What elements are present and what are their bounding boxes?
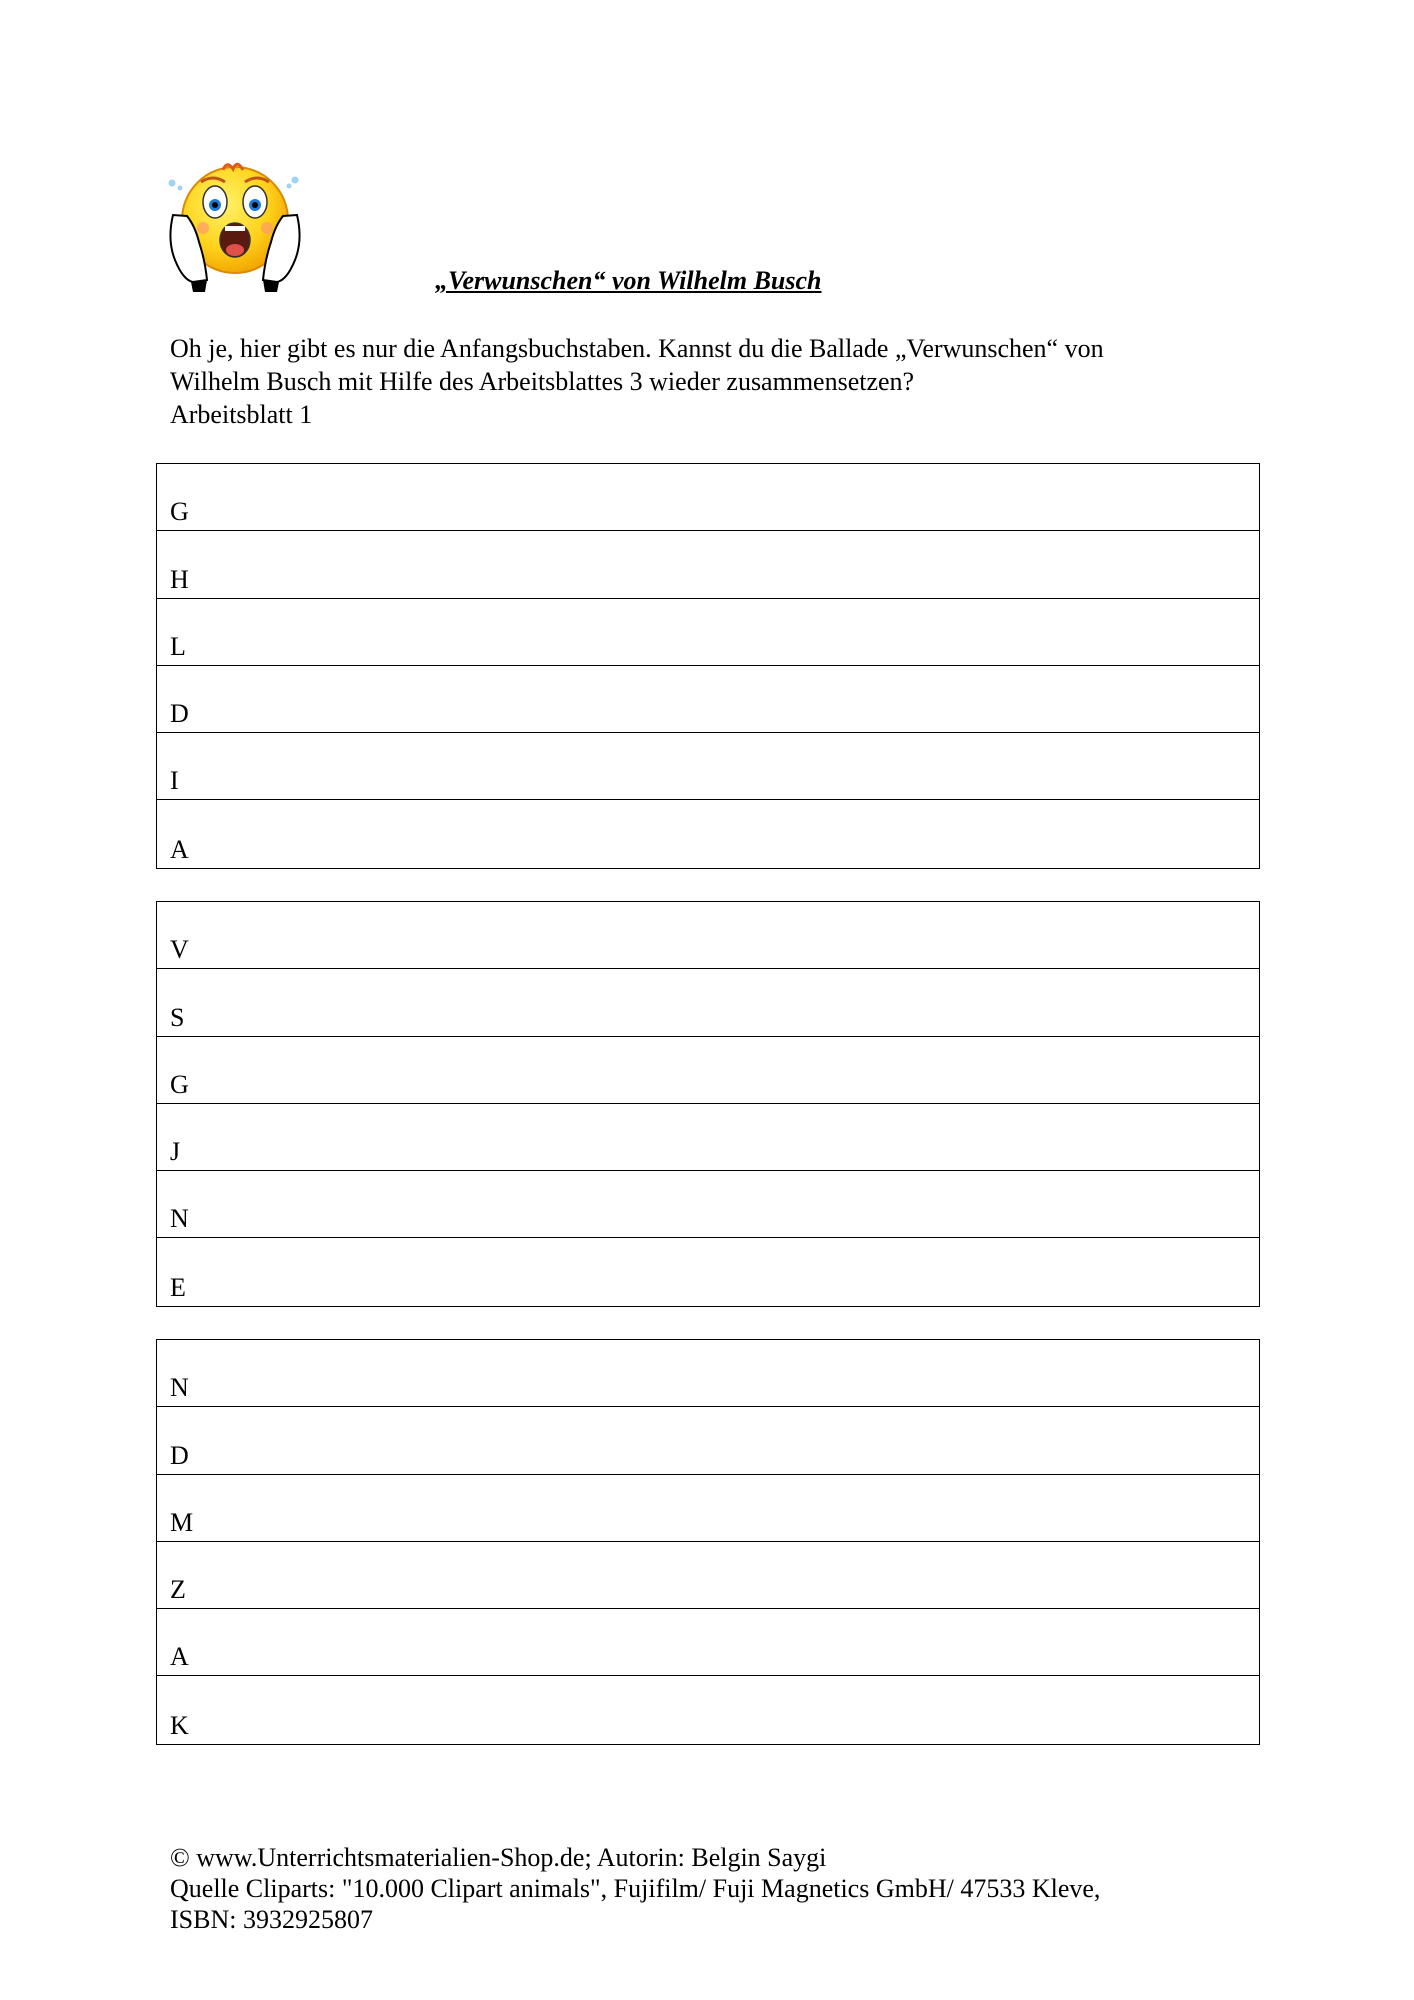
stanza-box-2 xyxy=(156,901,1260,1307)
writing-line[interactable] xyxy=(157,800,1259,867)
writing-line[interactable] xyxy=(157,1171,1259,1238)
instructions-line: Oh je, hier gibt es nur die Anfangsbuchstaben. Kannst du die Ballade „Verwunschen“ von xyxy=(170,334,1104,363)
isbn-line: ISBN: 3932925807 xyxy=(170,1905,373,1934)
initial-letter: A xyxy=(170,834,189,864)
writing-line[interactable] xyxy=(157,1475,1259,1542)
instructions-line: Wilhelm Busch mit Hilfe des Arbeitsblattes 3 wieder zusammensetzen? xyxy=(170,367,915,396)
writing-line[interactable] xyxy=(157,1542,1259,1609)
page-title: „Verwunschen“ von Wilhelm Busch xyxy=(435,266,822,295)
writing-line[interactable] xyxy=(157,1037,1259,1104)
instructions xyxy=(170,332,1280,431)
writing-line[interactable] xyxy=(157,1104,1259,1171)
initial-letter: L xyxy=(170,631,186,661)
writing-line[interactable] xyxy=(157,1340,1259,1407)
initial-letter: D xyxy=(170,1440,189,1470)
writing-line[interactable] xyxy=(157,531,1259,598)
initial-letter: N xyxy=(170,1373,189,1403)
writing-line[interactable] xyxy=(157,464,1259,531)
worksheet-label: Arbeitsblatt 1 xyxy=(170,400,313,429)
writing-line[interactable] xyxy=(157,902,1259,969)
initial-letter: K xyxy=(170,1710,189,1740)
stanza-box-1 xyxy=(156,463,1260,869)
initial-letter: S xyxy=(170,1002,185,1032)
initial-letter: D xyxy=(170,699,189,729)
stanza-box-3 xyxy=(156,1339,1260,1745)
initial-letter: H xyxy=(170,564,189,594)
initial-letter: N xyxy=(170,1204,189,1234)
initial-letter: M xyxy=(170,1507,194,1537)
initial-letter: G xyxy=(170,497,189,527)
writing-line[interactable] xyxy=(157,1238,1259,1305)
writing-line[interactable] xyxy=(157,1676,1259,1743)
initial-letter: G xyxy=(170,1069,189,1099)
copyright-line: © www.Unterrichtsmaterialien-Shop.de; Autorin: Belgin Saygi xyxy=(170,1843,827,1872)
footer xyxy=(170,1842,1100,1935)
initial-letter: V xyxy=(170,935,189,965)
initial-letter: J xyxy=(170,1137,181,1167)
writing-line[interactable] xyxy=(157,969,1259,1036)
writing-line[interactable] xyxy=(157,666,1259,733)
scared-face-icon xyxy=(165,160,305,295)
initial-letter: Z xyxy=(170,1575,186,1605)
writing-line[interactable] xyxy=(157,1609,1259,1676)
initial-letter: E xyxy=(170,1272,186,1302)
initial-letter: A xyxy=(170,1642,189,1672)
writing-line[interactable] xyxy=(157,599,1259,666)
clipart-source-line: Quelle Cliparts: "10.000 Clipart animals", Fujifilm/ Fuji Magnetics GmbH/ 47533 Kleve, xyxy=(170,1874,1101,1903)
writing-line[interactable] xyxy=(157,733,1259,800)
writing-line[interactable] xyxy=(157,1407,1259,1474)
initial-letter: I xyxy=(170,766,179,796)
